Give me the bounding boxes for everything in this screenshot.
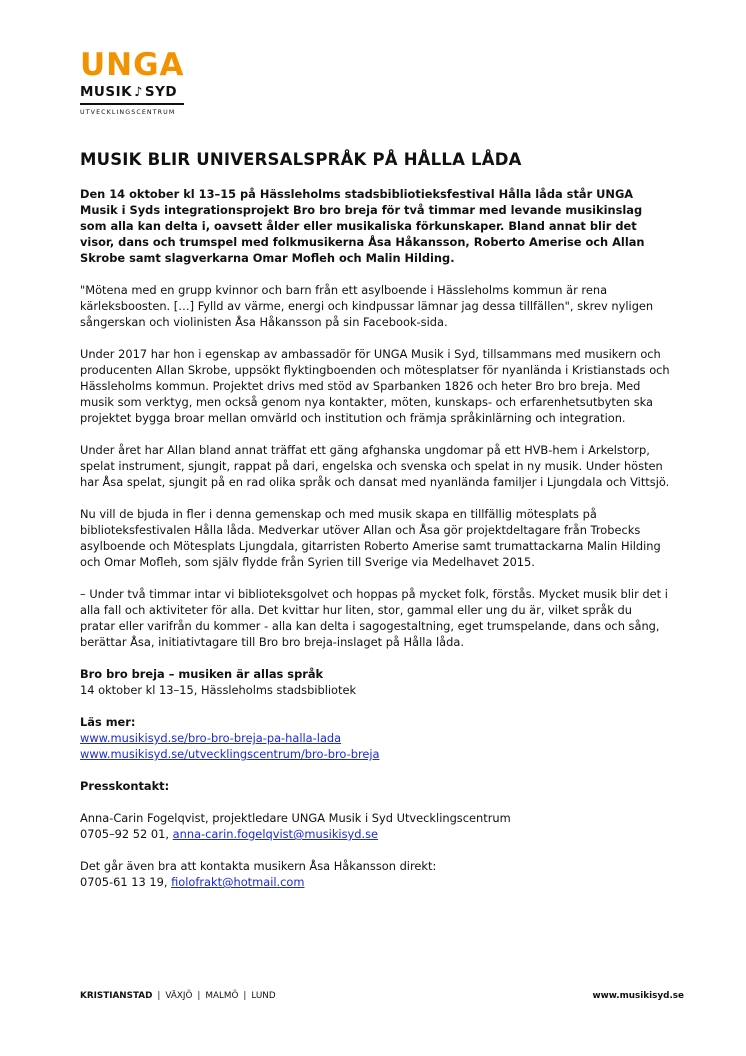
footer-cities bbox=[80, 991, 276, 1001]
paragraph-activities: Under året har Allan bland annat träffat ett gäng afghanska ungdomar på ett HVB-hem i Arkelstorp, spelat instrument, sjungit, rappat på dari, engelska och svenska och spelat in ny musik. Under hösten har Åsa spelat, sjungit på en rad olika språk och dansat med nyanlända familjer i Ljungdala och Vittsjö. bbox=[80, 443, 670, 489]
footer-city-kristianstad: KRISTIANSTAD bbox=[80, 991, 153, 1001]
alt-contact-text: Det går även bra att kontakta musikern Åsa Håkansson direkt: bbox=[80, 859, 437, 873]
footer-separator: | bbox=[197, 991, 201, 1001]
press-contact-line bbox=[80, 826, 670, 842]
press-contact-label-block bbox=[80, 778, 670, 794]
footer-separator: | bbox=[243, 991, 247, 1001]
event-title: Bro bro breja – musiken är allas språk bbox=[80, 667, 324, 681]
logo-unga-text: UNGA bbox=[80, 47, 185, 83]
footer-city-lund: LUND bbox=[251, 991, 276, 1001]
footer-city-malmo: MALMÖ bbox=[205, 991, 239, 1001]
event-time: 14 oktober kl 13–15, Hässleholms stadsbibliotek bbox=[80, 683, 357, 697]
paragraph-invitation: Nu vill de bjuda in fler i denna gemenskap och med musik skapa en tillfällig mötesplats på biblioteksfestivalen Hålla låda. Medverkar utöver Allan och Åsa gör projektdeltagare från Trobecks asylboende och Mötesplats Ljungdala, gitarristen Roberto Amerise samt trumattackarna Malin Hilding och Omar Mofleh, som själv flydde från Syrien till Sverige via Medelhavet 2015. bbox=[80, 507, 661, 569]
alt-contact-details bbox=[80, 858, 670, 890]
press-contact-label: Presskontakt: bbox=[80, 779, 170, 793]
paragraph-closing-quote: – Under två timmar intar vi biblioteksgolvet och hoppas på mycket folk, förstås. Mycket musik blir det i alla fall och aktiviteter för alla. Det kvittar hur liten, stor, gammal eller ung du är, vilket språk du pratar eller varifrån du kommer - alla kan delta i sagogestaltning, eget trumspelande, dans och sång, berättar Åsa, initiativtagare till Bro bro breja-inslaget på Hålla låda. bbox=[80, 587, 668, 649]
logo-subtitle: UTVECKLINGSCENTRUM bbox=[80, 108, 176, 116]
paragraph-background: Under 2017 har hon i egenskap av ambassadör för UNGA Musik i Syd, tillsammans med musikern och producenten Allan Skrobe, uppsökt flyktingboenden och mötesplatser för nyanlända i Kristianstads och Hässleholms kommun. Projektet drivs med stöd av Sparbanken 1826 och heter Bro bro breja. Med musik som verktyg, men också genom nya kontakter, möten, kunskaps- och erfarenhetsutbyten ska projektet bygga broar mellan omvärld och institution och främja språkinlärning och integration. bbox=[80, 347, 670, 425]
logo-word-unga bbox=[80, 47, 192, 83]
page-title: MUSIK BLIR UNIVERSALSPRÅK PÅ HÅLLA LÅDA bbox=[80, 150, 522, 169]
read-more-label: Läs mer: bbox=[80, 715, 136, 729]
paragraph-quote: "Mötena med en grupp kvinnor och barn från ett asylboende i Hässleholms kommun är rena kärleksboosten. […] Fylld av värme, energi och kindpussar lämnar jag dessa tillfällen", skrev nyligen sångerskan och violinisten Åsa Håkansson på sin Facebook-sida. bbox=[80, 283, 654, 329]
press-contact-name: Anna-Carin Fogelqvist, projektledare UNGA Musik i Syd Utvecklingscentrum bbox=[80, 811, 511, 825]
read-more-section bbox=[80, 714, 670, 762]
brand-logo bbox=[80, 47, 192, 116]
alt-contact-email-link[interactable]: fiolofrakt@hotmail.com bbox=[171, 875, 305, 889]
lead-paragraph: Den 14 oktober kl 13–15 på Hässleholms stadsbibliotieksfestival Hålla låda står UNGA Musik i Syds integrationsprojekt Bro bro breja för två timmar med levande musikinslag som alla kan delta i, oavsett ålder eller musikaliska förkunskaper. Bland annat blir det visor, dans och trumspel med folkmusikerna Åsa Håkansson, Roberto Amerise och Allan Skrobe samt slagverkarna Omar Mofleh och Malin Hilding. bbox=[80, 187, 645, 265]
footer-separator: | bbox=[157, 991, 161, 1001]
alt-contact-line bbox=[80, 874, 670, 890]
alt-contact-phone: 0705-61 13 19, bbox=[80, 875, 172, 889]
footer-website: www.musikisyd.se bbox=[592, 991, 684, 1001]
read-more-link-2[interactable]: www.musikisyd.se/utvecklingscentrum/bro-bro-breja bbox=[80, 747, 380, 761]
press-contact-email-link[interactable]: anna-carin.fogelqvist@musikisyd.se bbox=[172, 827, 379, 841]
article-body bbox=[80, 150, 670, 906]
read-more-link-1[interactable]: www.musikisyd.se/bro-bro-breja-pa-halla-lada bbox=[80, 731, 342, 745]
event-info bbox=[80, 666, 670, 698]
page-footer bbox=[80, 991, 684, 1001]
logo-syd-text: SYD bbox=[144, 84, 178, 100]
press-contact-details bbox=[80, 810, 670, 842]
logo-musik-text: MUSIK bbox=[80, 84, 133, 100]
footer-city-vaxjo: VÄXJÖ bbox=[165, 991, 193, 1001]
press-contact-phone: 0705–92 52 01, bbox=[80, 827, 173, 841]
logo-divider bbox=[80, 103, 184, 105]
logo-word-musik-syd bbox=[80, 84, 192, 100]
music-note-icon: ♪ bbox=[134, 84, 143, 100]
